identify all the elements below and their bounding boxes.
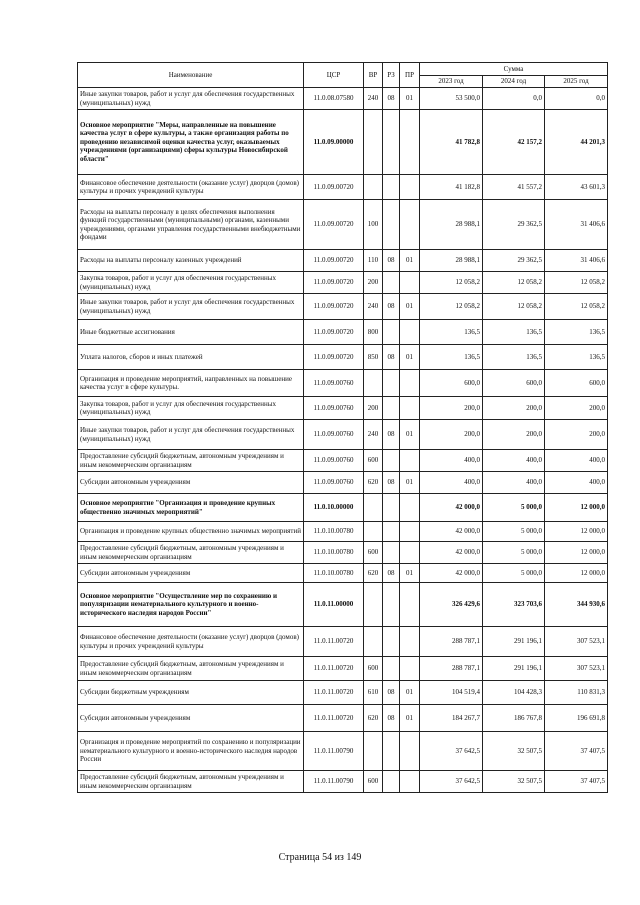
cell-vr: 240 xyxy=(364,88,383,110)
cell-2025: 307 523,1 xyxy=(545,627,608,657)
cell-name: Основное мероприятие "Осуществление мер по сохранению и популяризации нематериального культурного и военно-исторического наследия народов России" xyxy=(78,583,304,627)
table-row xyxy=(78,681,608,705)
cell-2024: 136,5 xyxy=(483,345,545,370)
header-year-2023: 2023 год xyxy=(420,76,483,88)
table-row xyxy=(78,370,608,397)
cell-name: Уплата налогов, сборов и иных платежей xyxy=(78,345,304,370)
cell-csr: 11.0.09.00760 xyxy=(304,450,364,472)
cell-pr xyxy=(400,522,420,542)
table-row xyxy=(78,771,608,793)
cell-rz xyxy=(383,494,400,522)
header-pr: ПР xyxy=(400,63,420,88)
cell-pr: 01 xyxy=(400,472,420,494)
cell-2025: 136,5 xyxy=(545,345,608,370)
cell-name: Основное мероприятие "Организация и проведение крупных общественно значимых мероприятий" xyxy=(78,494,304,522)
cell-2024: 400,0 xyxy=(483,472,545,494)
cell-2024: 42 157,2 xyxy=(483,110,545,175)
table-row xyxy=(78,564,608,583)
cell-rz xyxy=(383,370,400,397)
cell-vr: 110 xyxy=(364,250,383,272)
cell-rz: 08 xyxy=(383,345,400,370)
cell-2023: 288 787,1 xyxy=(420,627,483,657)
cell-2023: 200,0 xyxy=(420,420,483,450)
cell-pr xyxy=(400,370,420,397)
cell-2023: 136,5 xyxy=(420,345,483,370)
cell-2024: 41 557,2 xyxy=(483,175,545,200)
cell-csr: 11.0.10.00780 xyxy=(304,522,364,542)
cell-rz: 08 xyxy=(383,564,400,583)
cell-name: Иные закупки товаров, работ и услуг для обеспечения государственных (муниципальных) нужд xyxy=(78,420,304,450)
cell-vr: 240 xyxy=(364,420,383,450)
table-row xyxy=(78,732,608,771)
cell-rz xyxy=(383,583,400,627)
table-row xyxy=(78,272,608,294)
cell-2025: 12 000,0 xyxy=(545,494,608,522)
cell-2023: 400,0 xyxy=(420,450,483,472)
cell-2023: 41 182,8 xyxy=(420,175,483,200)
cell-pr xyxy=(400,175,420,200)
cell-2023: 12 058,2 xyxy=(420,294,483,320)
cell-rz xyxy=(383,732,400,771)
cell-2025: 110 831,3 xyxy=(545,681,608,705)
cell-name: Предоставление субсидий бюджетным, автономным учреждениям и иным некоммерческим организациям xyxy=(78,542,304,564)
cell-2024: 5 000,0 xyxy=(483,542,545,564)
cell-2024: 5 000,0 xyxy=(483,522,545,542)
cell-pr xyxy=(400,272,420,294)
cell-2025: 200,0 xyxy=(545,420,608,450)
cell-2024: 29 362,5 xyxy=(483,200,545,250)
table-row xyxy=(78,472,608,494)
cell-vr xyxy=(364,627,383,657)
cell-2024: 323 703,6 xyxy=(483,583,545,627)
cell-2024: 0,0 xyxy=(483,88,545,110)
budget-table xyxy=(77,62,608,793)
cell-rz xyxy=(383,771,400,793)
cell-csr: 11.0.09.00760 xyxy=(304,420,364,450)
cell-vr: 600 xyxy=(364,450,383,472)
cell-vr: 620 xyxy=(364,564,383,583)
cell-csr: 11.0.09.00760 xyxy=(304,472,364,494)
cell-pr: 01 xyxy=(400,420,420,450)
table-row xyxy=(78,250,608,272)
cell-pr xyxy=(400,200,420,250)
cell-vr: 600 xyxy=(364,542,383,564)
cell-vr: 600 xyxy=(364,771,383,793)
cell-2025: 31 406,6 xyxy=(545,250,608,272)
cell-2023: 53 500,0 xyxy=(420,88,483,110)
cell-name: Субсидии автономным учреждениям xyxy=(78,472,304,494)
cell-name: Организация и проведение мероприятий по сохранению и популяризации нематериального культурного и военно-исторического наследия народов России xyxy=(78,732,304,771)
cell-2025: 12 000,0 xyxy=(545,542,608,564)
cell-pr xyxy=(400,771,420,793)
cell-pr xyxy=(400,657,420,681)
header-rz: РЗ xyxy=(383,63,400,88)
cell-vr xyxy=(364,110,383,175)
cell-name: Субсидии автономным учреждениям xyxy=(78,705,304,732)
cell-2023: 184 267,7 xyxy=(420,705,483,732)
cell-2023: 42 000,0 xyxy=(420,494,483,522)
table-row xyxy=(78,200,608,250)
cell-2024: 104 428,3 xyxy=(483,681,545,705)
cell-2023: 288 787,1 xyxy=(420,657,483,681)
cell-pr xyxy=(400,627,420,657)
cell-pr xyxy=(400,110,420,175)
cell-2024: 200,0 xyxy=(483,420,545,450)
cell-name: Предоставление субсидий бюджетным, автономным учреждениям и иным некоммерческим организациям xyxy=(78,450,304,472)
cell-rz xyxy=(383,542,400,564)
cell-pr: 01 xyxy=(400,681,420,705)
cell-vr xyxy=(364,370,383,397)
cell-2024: 291 196,1 xyxy=(483,657,545,681)
cell-2024: 186 767,8 xyxy=(483,705,545,732)
cell-2025: 12 000,0 xyxy=(545,564,608,583)
cell-2024: 29 362,5 xyxy=(483,250,545,272)
table-row xyxy=(78,657,608,681)
cell-vr xyxy=(364,732,383,771)
cell-csr: 11.0.11.00000 xyxy=(304,583,364,627)
cell-2025: 43 601,3 xyxy=(545,175,608,200)
table-row xyxy=(78,320,608,345)
cell-2023: 42 000,0 xyxy=(420,542,483,564)
table-row xyxy=(78,627,608,657)
cell-csr: 11.0.09.00760 xyxy=(304,397,364,420)
cell-csr: 11.0.10.00780 xyxy=(304,564,364,583)
cell-csr: 11.0.11.00790 xyxy=(304,732,364,771)
cell-pr xyxy=(400,397,420,420)
cell-rz xyxy=(383,175,400,200)
table-row xyxy=(78,705,608,732)
cell-2023: 41 782,8 xyxy=(420,110,483,175)
cell-csr: 11.0.09.00720 xyxy=(304,175,364,200)
table-row xyxy=(78,450,608,472)
cell-vr: 800 xyxy=(364,320,383,345)
cell-name: Расходы на выплаты персоналу в целях обеспечения выполнения функций государственными (муниципальными) органами, казенными учреждениями, органами управления государственными внебюджетными фондами xyxy=(78,200,304,250)
cell-csr: 11.0.10.00000 xyxy=(304,494,364,522)
table-row xyxy=(78,583,608,627)
cell-csr: 11.0.09.00720 xyxy=(304,272,364,294)
cell-2024: 32 507,5 xyxy=(483,771,545,793)
header-year-2024: 2024 год xyxy=(483,76,545,88)
cell-name: Финансовое обеспечение деятельности (оказание услуг) дворцов (домов) культуры и прочих учреждений культуры xyxy=(78,627,304,657)
cell-2025: 31 406,6 xyxy=(545,200,608,250)
cell-pr: 01 xyxy=(400,294,420,320)
table-row xyxy=(78,88,608,110)
cell-2025: 136,5 xyxy=(545,320,608,345)
cell-2024: 5 000,0 xyxy=(483,564,545,583)
cell-csr: 11.0.08.07580 xyxy=(304,88,364,110)
cell-name: Субсидии автономным учреждениям xyxy=(78,564,304,583)
cell-rz xyxy=(383,627,400,657)
cell-2025: 12 000,0 xyxy=(545,522,608,542)
cell-2024: 136,5 xyxy=(483,320,545,345)
cell-name: Закупка товаров, работ и услуг для обеспечения государственных (муниципальных) нужд xyxy=(78,272,304,294)
cell-name: Основное мероприятие "Меры, направленные на повышение качества услуг в сфере культуры, а также организация работы по проведению независимой оценки качества услуг, оказываемых учреждениями (организациями) сферы культуры Новосибирской области" xyxy=(78,110,304,175)
cell-2024: 32 507,5 xyxy=(483,732,545,771)
cell-rz: 08 xyxy=(383,705,400,732)
table-row xyxy=(78,420,608,450)
cell-2025: 37 407,5 xyxy=(545,771,608,793)
cell-2025: 344 930,6 xyxy=(545,583,608,627)
cell-rz xyxy=(383,272,400,294)
cell-rz: 08 xyxy=(383,420,400,450)
cell-rz: 08 xyxy=(383,88,400,110)
cell-2025: 400,0 xyxy=(545,450,608,472)
cell-vr: 620 xyxy=(364,472,383,494)
cell-csr: 11.0.10.00780 xyxy=(304,542,364,564)
cell-rz xyxy=(383,200,400,250)
table-row xyxy=(78,397,608,420)
cell-name: Субсидии бюджетным учреждениям xyxy=(78,681,304,705)
cell-rz xyxy=(383,450,400,472)
cell-csr: 11.0.09.00720 xyxy=(304,345,364,370)
cell-name: Иные закупки товаров, работ и услуг для обеспечения государственных (муниципальных) нужд xyxy=(78,88,304,110)
cell-name: Иные закупки товаров, работ и услуг для обеспечения государственных (муниципальных) нужд xyxy=(78,294,304,320)
cell-pr: 01 xyxy=(400,705,420,732)
cell-2023: 200,0 xyxy=(420,397,483,420)
cell-2023: 37 642,5 xyxy=(420,771,483,793)
cell-csr: 11.0.11.00720 xyxy=(304,681,364,705)
header-year-2025: 2025 год xyxy=(545,76,608,88)
cell-name: Организация и проведение мероприятий, направленных на повышение качества услуг в сфере культуры. xyxy=(78,370,304,397)
cell-2025: 0,0 xyxy=(545,88,608,110)
cell-csr: 11.0.09.00000 xyxy=(304,110,364,175)
cell-rz: 08 xyxy=(383,250,400,272)
cell-vr: 850 xyxy=(364,345,383,370)
cell-pr: 01 xyxy=(400,345,420,370)
cell-2023: 104 519,4 xyxy=(420,681,483,705)
cell-2025: 600,0 xyxy=(545,370,608,397)
cell-csr: 11.0.09.00720 xyxy=(304,250,364,272)
cell-2023: 37 642,5 xyxy=(420,732,483,771)
cell-vr xyxy=(364,494,383,522)
cell-2025: 37 407,5 xyxy=(545,732,608,771)
cell-2025: 44 201,3 xyxy=(545,110,608,175)
table-row xyxy=(78,175,608,200)
header-sum: Сумма xyxy=(420,63,608,76)
cell-rz xyxy=(383,110,400,175)
cell-pr: 01 xyxy=(400,88,420,110)
cell-name: Предоставление субсидий бюджетным, автономным учреждениям и иным некоммерческим организациям xyxy=(78,657,304,681)
cell-vr xyxy=(364,583,383,627)
cell-name: Финансовое обеспечение деятельности (оказание услуг) дворцов (домов) культуры и прочих учреждений культуры xyxy=(78,175,304,200)
cell-rz: 08 xyxy=(383,294,400,320)
cell-csr: 11.0.11.00720 xyxy=(304,657,364,681)
cell-vr: 600 xyxy=(364,657,383,681)
cell-2023: 42 000,0 xyxy=(420,522,483,542)
cell-vr: 610 xyxy=(364,681,383,705)
cell-2025: 196 691,8 xyxy=(545,705,608,732)
table-row xyxy=(78,522,608,542)
cell-pr: 01 xyxy=(400,250,420,272)
cell-vr: 200 xyxy=(364,397,383,420)
cell-2023: 400,0 xyxy=(420,472,483,494)
page-number: Страница 54 из 149 xyxy=(278,852,362,863)
cell-2025: 12 058,2 xyxy=(545,272,608,294)
table-row xyxy=(78,110,608,175)
cell-2024: 5 000,0 xyxy=(483,494,545,522)
cell-rz xyxy=(383,397,400,420)
table-row xyxy=(78,294,608,320)
cell-name: Закупка товаров, работ и услуг для обеспечения государственных (муниципальных) нужд xyxy=(78,397,304,420)
cell-pr xyxy=(400,494,420,522)
cell-name: Иные бюджетные ассигнования xyxy=(78,320,304,345)
table-row xyxy=(78,345,608,370)
cell-vr: 240 xyxy=(364,294,383,320)
cell-pr xyxy=(400,542,420,564)
table-row xyxy=(78,494,608,522)
cell-2023: 28 988,1 xyxy=(420,250,483,272)
cell-pr xyxy=(400,732,420,771)
cell-rz xyxy=(383,657,400,681)
cell-csr: 11.0.09.00760 xyxy=(304,370,364,397)
cell-pr xyxy=(400,583,420,627)
cell-2025: 307 523,1 xyxy=(545,657,608,681)
cell-rz: 08 xyxy=(383,681,400,705)
table-row xyxy=(78,542,608,564)
cell-2024: 400,0 xyxy=(483,450,545,472)
cell-rz xyxy=(383,522,400,542)
cell-name: Предоставление субсидий бюджетным, автономным учреждениям и иным некоммерческим организациям xyxy=(78,771,304,793)
cell-csr: 11.0.11.00720 xyxy=(304,627,364,657)
cell-2023: 600,0 xyxy=(420,370,483,397)
header-csr: ЦСР xyxy=(304,63,364,88)
cell-rz xyxy=(383,320,400,345)
cell-vr: 200 xyxy=(364,272,383,294)
cell-2025: 12 058,2 xyxy=(545,294,608,320)
cell-2024: 291 196,1 xyxy=(483,627,545,657)
cell-vr: 100 xyxy=(364,200,383,250)
cell-pr xyxy=(400,450,420,472)
cell-name: Организация и проведение крупных общественно значимых мероприятий xyxy=(78,522,304,542)
header-name: Наименование xyxy=(78,63,304,88)
cell-rz: 08 xyxy=(383,472,400,494)
cell-2023: 28 988,1 xyxy=(420,200,483,250)
cell-vr xyxy=(364,522,383,542)
cell-2025: 200,0 xyxy=(545,397,608,420)
cell-csr: 11.0.09.00720 xyxy=(304,294,364,320)
cell-2023: 12 058,2 xyxy=(420,272,483,294)
cell-2024: 12 058,2 xyxy=(483,272,545,294)
cell-2023: 42 000,0 xyxy=(420,564,483,583)
cell-pr xyxy=(400,320,420,345)
table-body xyxy=(78,88,608,793)
cell-2025: 400,0 xyxy=(545,472,608,494)
cell-csr: 11.0.09.00720 xyxy=(304,200,364,250)
header-vr: ВР xyxy=(364,63,383,88)
cell-2024: 600,0 xyxy=(483,370,545,397)
cell-2024: 12 058,2 xyxy=(483,294,545,320)
cell-csr: 11.0.11.00790 xyxy=(304,771,364,793)
cell-name: Расходы на выплаты персоналу казенных учреждений xyxy=(78,250,304,272)
cell-2024: 200,0 xyxy=(483,397,545,420)
cell-vr: 620 xyxy=(364,705,383,732)
cell-csr: 11.0.09.00720 xyxy=(304,320,364,345)
cell-csr: 11.0.11.00720 xyxy=(304,705,364,732)
cell-2023: 326 429,6 xyxy=(420,583,483,627)
cell-vr xyxy=(364,175,383,200)
cell-2023: 136,5 xyxy=(420,320,483,345)
cell-pr: 01 xyxy=(400,564,420,583)
